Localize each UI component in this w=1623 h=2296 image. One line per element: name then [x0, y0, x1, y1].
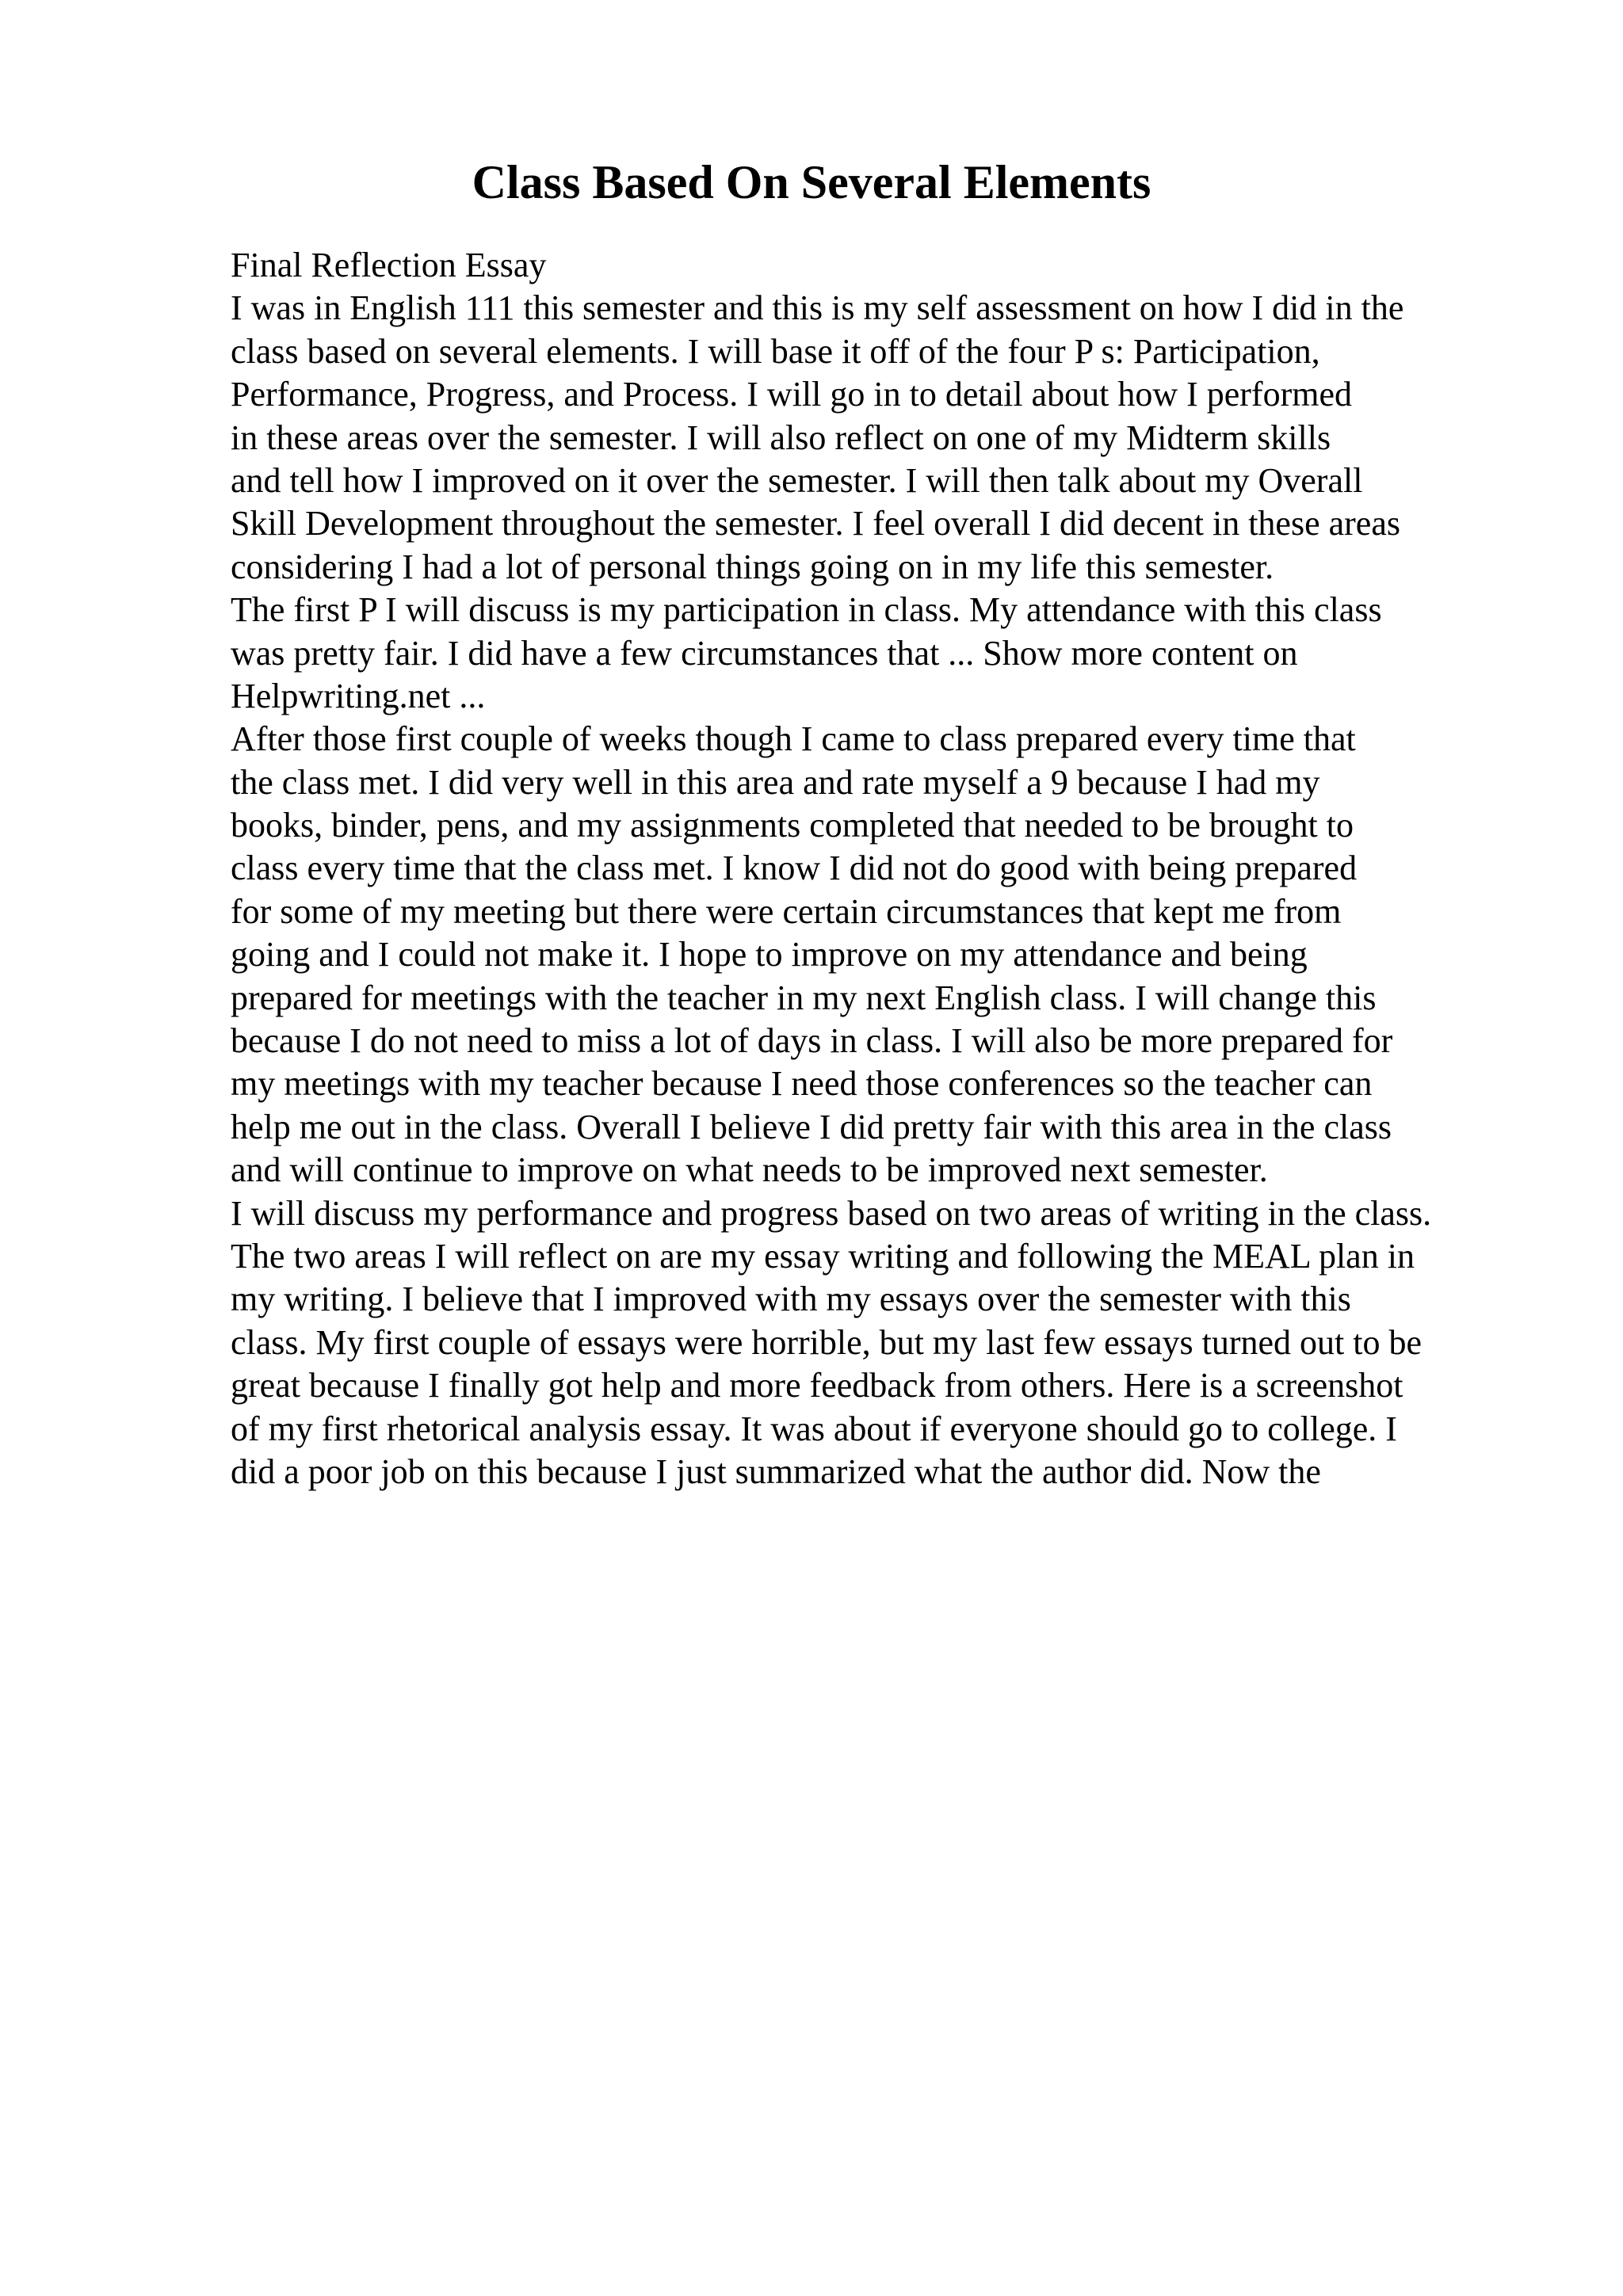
document-title: Class Based On Several Elements [472, 156, 1151, 208]
text-line: my writing. I believe that I improved with my essays over the semester with this [231, 1280, 1351, 1319]
text-line: prepared for meetings with the teacher in my next English class. I will change this [231, 978, 1377, 1017]
text-line: for some of my meeting but there were certain circumstances that kept me from [231, 891, 1342, 931]
text-line: Final Reflection Essay [231, 246, 547, 284]
text-line: class based on several elements. I will base it off of the four P s: Participation, [231, 331, 1320, 371]
essay-body [231, 244, 1610, 1493]
text-line: After those first couple of weeks though I came to class prepared every time that [231, 719, 1356, 759]
text-line: Skill Development throughout the semester. I feel overall I did decent in these areas [231, 504, 1400, 543]
text-line: and will continue to improve on what needs to be improved next semester. [231, 1150, 1268, 1190]
text-line: I was in English 111 this semester and this is my self assessment on how I did in the [231, 288, 1404, 328]
text-line: of my first rhetorical analysis essay. It was about if everyone should go to college. I [231, 1409, 1397, 1448]
text-line: considering I had a lot of personal things going on in my life this semester. [231, 547, 1274, 586]
text-line: Helpwriting.net ... [231, 676, 486, 715]
text-line: class. My first couple of essays were horrible, but my last few essays turned out to be [231, 1322, 1422, 1362]
text-line: The two areas I will reflect on are my essay writing and following the MEAL plan in [231, 1236, 1415, 1276]
text-line: class every time that the class met. I know I did not do good with being prepared [231, 849, 1358, 888]
text-line: my meetings with my teacher because I need those conferences so the teacher can [231, 1064, 1373, 1104]
text-line: the class met. I did very well in this area and rate myself a 9 because I had my [231, 762, 1320, 802]
text-line: because I do not need to miss a lot of days in class. I will also be more prepared for [231, 1021, 1393, 1061]
text-line: Performance, Progress, and Process. I will go in to detail about how I performed [231, 375, 1352, 414]
text-line: help me out in the class. Overall I believe I did pretty fair with this area in the class [231, 1107, 1392, 1146]
text-line: was pretty fair. I did have a few circumstances that ... Show more content on [231, 633, 1298, 673]
text-line: going and I could not make it. I hope to improve on my attendance and being [231, 935, 1308, 974]
text-line: great because I finally got help and more feedback from others. Here is a screenshot [231, 1366, 1403, 1405]
text-line: and tell how I improved on it over the semester. I will then talk about my Overall [231, 460, 1363, 500]
text-line: books, binder, pens, and my assignments completed that needed to be brought to [231, 806, 1354, 845]
text-line: did a poor job on this because I just summarized what the author did. Now the [231, 1451, 1321, 1491]
text-line: in these areas over the semester. I will also reflect on one of my Midterm skills [231, 418, 1331, 457]
text-line: I will discuss my performance and progress based on two areas of writing in the class. [231, 1193, 1432, 1233]
text-line: The first P I will discuss is my participation in class. My attendance with this class [231, 590, 1382, 630]
